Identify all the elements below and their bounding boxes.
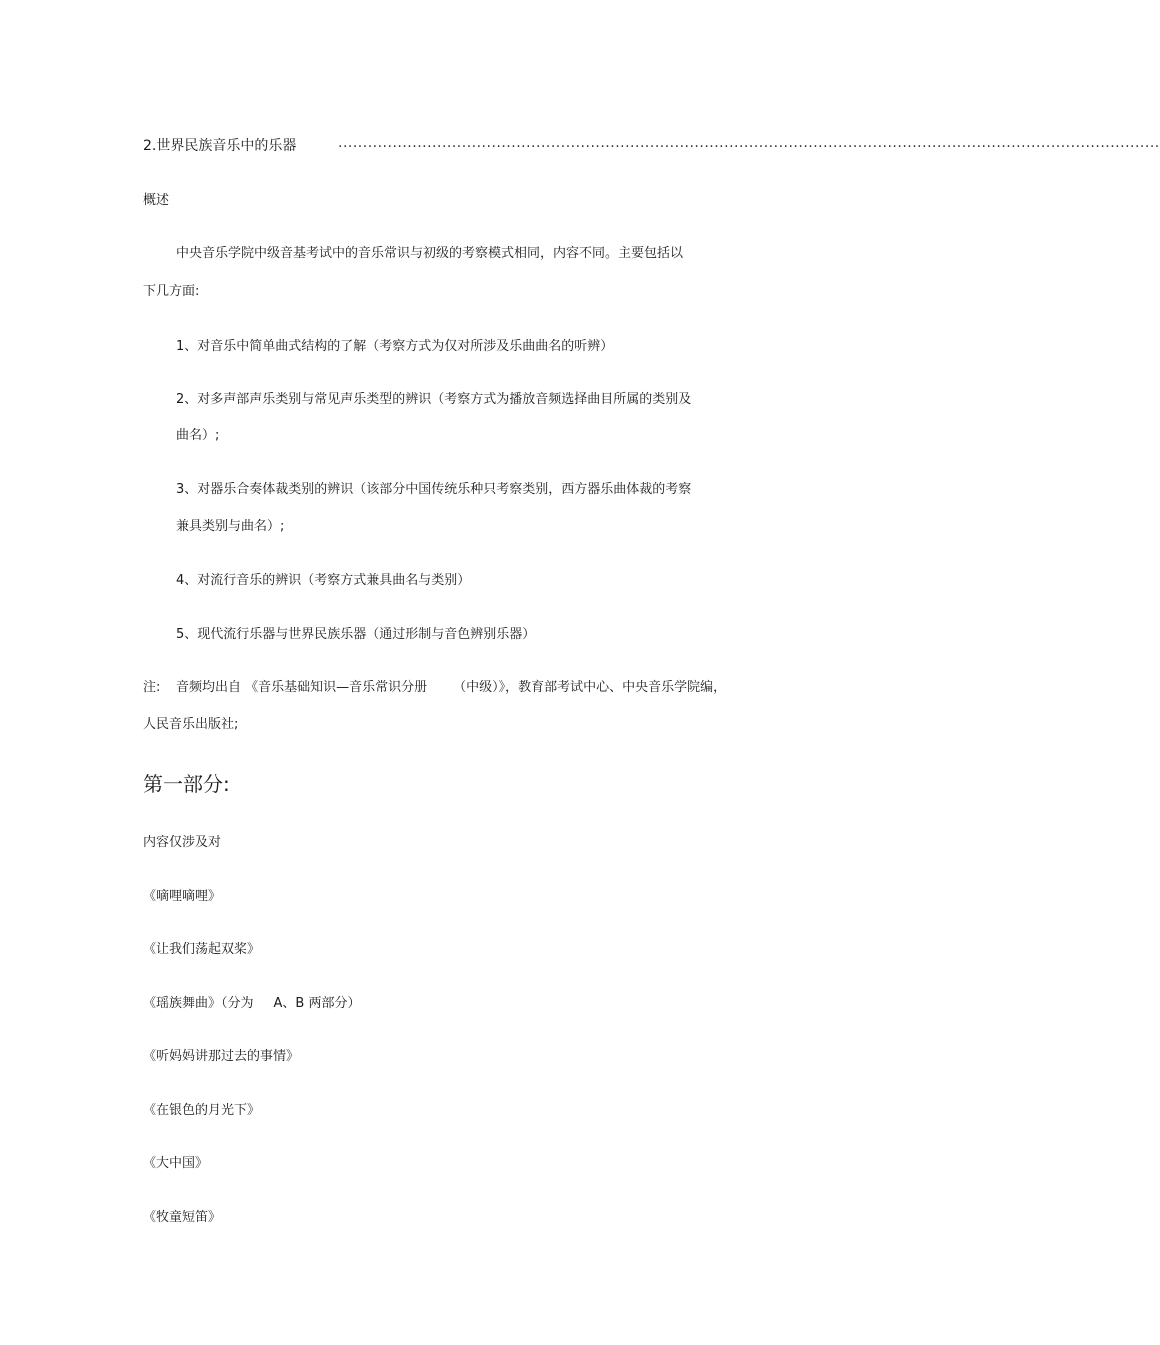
note-source: 音频均出自 《音乐基础知识—音乐常识分册 — [176, 680, 428, 695]
song-item-3-suffix: A、B 两部分） — [273, 996, 361, 1011]
list-item-2-line-1: 2、对多声部声乐类别与常见声乐类型的辨识（考察方式为播放音频选择曲目所属的类别及 — [176, 392, 692, 407]
list-item-2-line-2: 曲名）; — [176, 428, 220, 443]
list-item-5: 5、现代流行乐器与世界民族乐器（通过形制与音色辨别乐器） — [176, 627, 536, 642]
part-one-intro: 内容仅涉及对 — [143, 835, 222, 850]
song-item-1: 《嘀哩嘀哩》 — [143, 889, 222, 904]
part-one-heading: 第一部分: — [143, 772, 230, 796]
overview-heading: 概述 — [143, 193, 170, 208]
note-line-2: 人民音乐出版社; — [143, 717, 239, 732]
toc-leader-dots: ...................................................................................................................................................................... — [338, 135, 1160, 151]
list-item-3-line-2: 兼具类别与曲名）; — [176, 519, 285, 534]
song-item-4: 《听妈妈讲那过去的事情》 — [143, 1049, 300, 1064]
toc-entry[interactable] — [143, 135, 1160, 154]
note-label: 注: — [143, 680, 161, 695]
list-item-3-line-1: 3、对器乐合奏体裁类别的辨识（该部分中国传统乐种只考察类别，西方器乐曲体裁的考察 — [176, 482, 692, 497]
song-item-6: 《大中国》 — [143, 1156, 209, 1171]
list-item-1: 1、对音乐中简单曲式结构的了解（考察方式为仅对所涉及乐曲曲名的听辨） — [176, 339, 614, 354]
overview-paragraph-line-2: 下几方面: — [143, 284, 200, 299]
song-item-3-title: 《瑶族舞曲》（分为 — [143, 996, 254, 1011]
note-line-1 — [143, 680, 726, 696]
overview-paragraph-line-1: 中央音乐学院中级音基考试中的音乐常识与初级的考察模式相同，内容不同。主要包括以 — [176, 246, 684, 261]
song-item-7: 《牧童短笛》 — [143, 1210, 222, 1225]
song-item-5: 《在银色的月光下》 — [143, 1103, 261, 1118]
list-item-4: 4、对流行音乐的辨识（考察方式兼具曲名与类别） — [176, 573, 471, 588]
note-publisher: （中级）》，教育部考试中心、中央音乐学院编， — [453, 680, 727, 695]
song-item-2: 《让我们荡起双桨》 — [143, 942, 261, 957]
song-item-3 — [143, 996, 360, 1012]
toc-entry-title[interactable]: 2.世界民族音乐中的乐器 — [143, 138, 297, 154]
